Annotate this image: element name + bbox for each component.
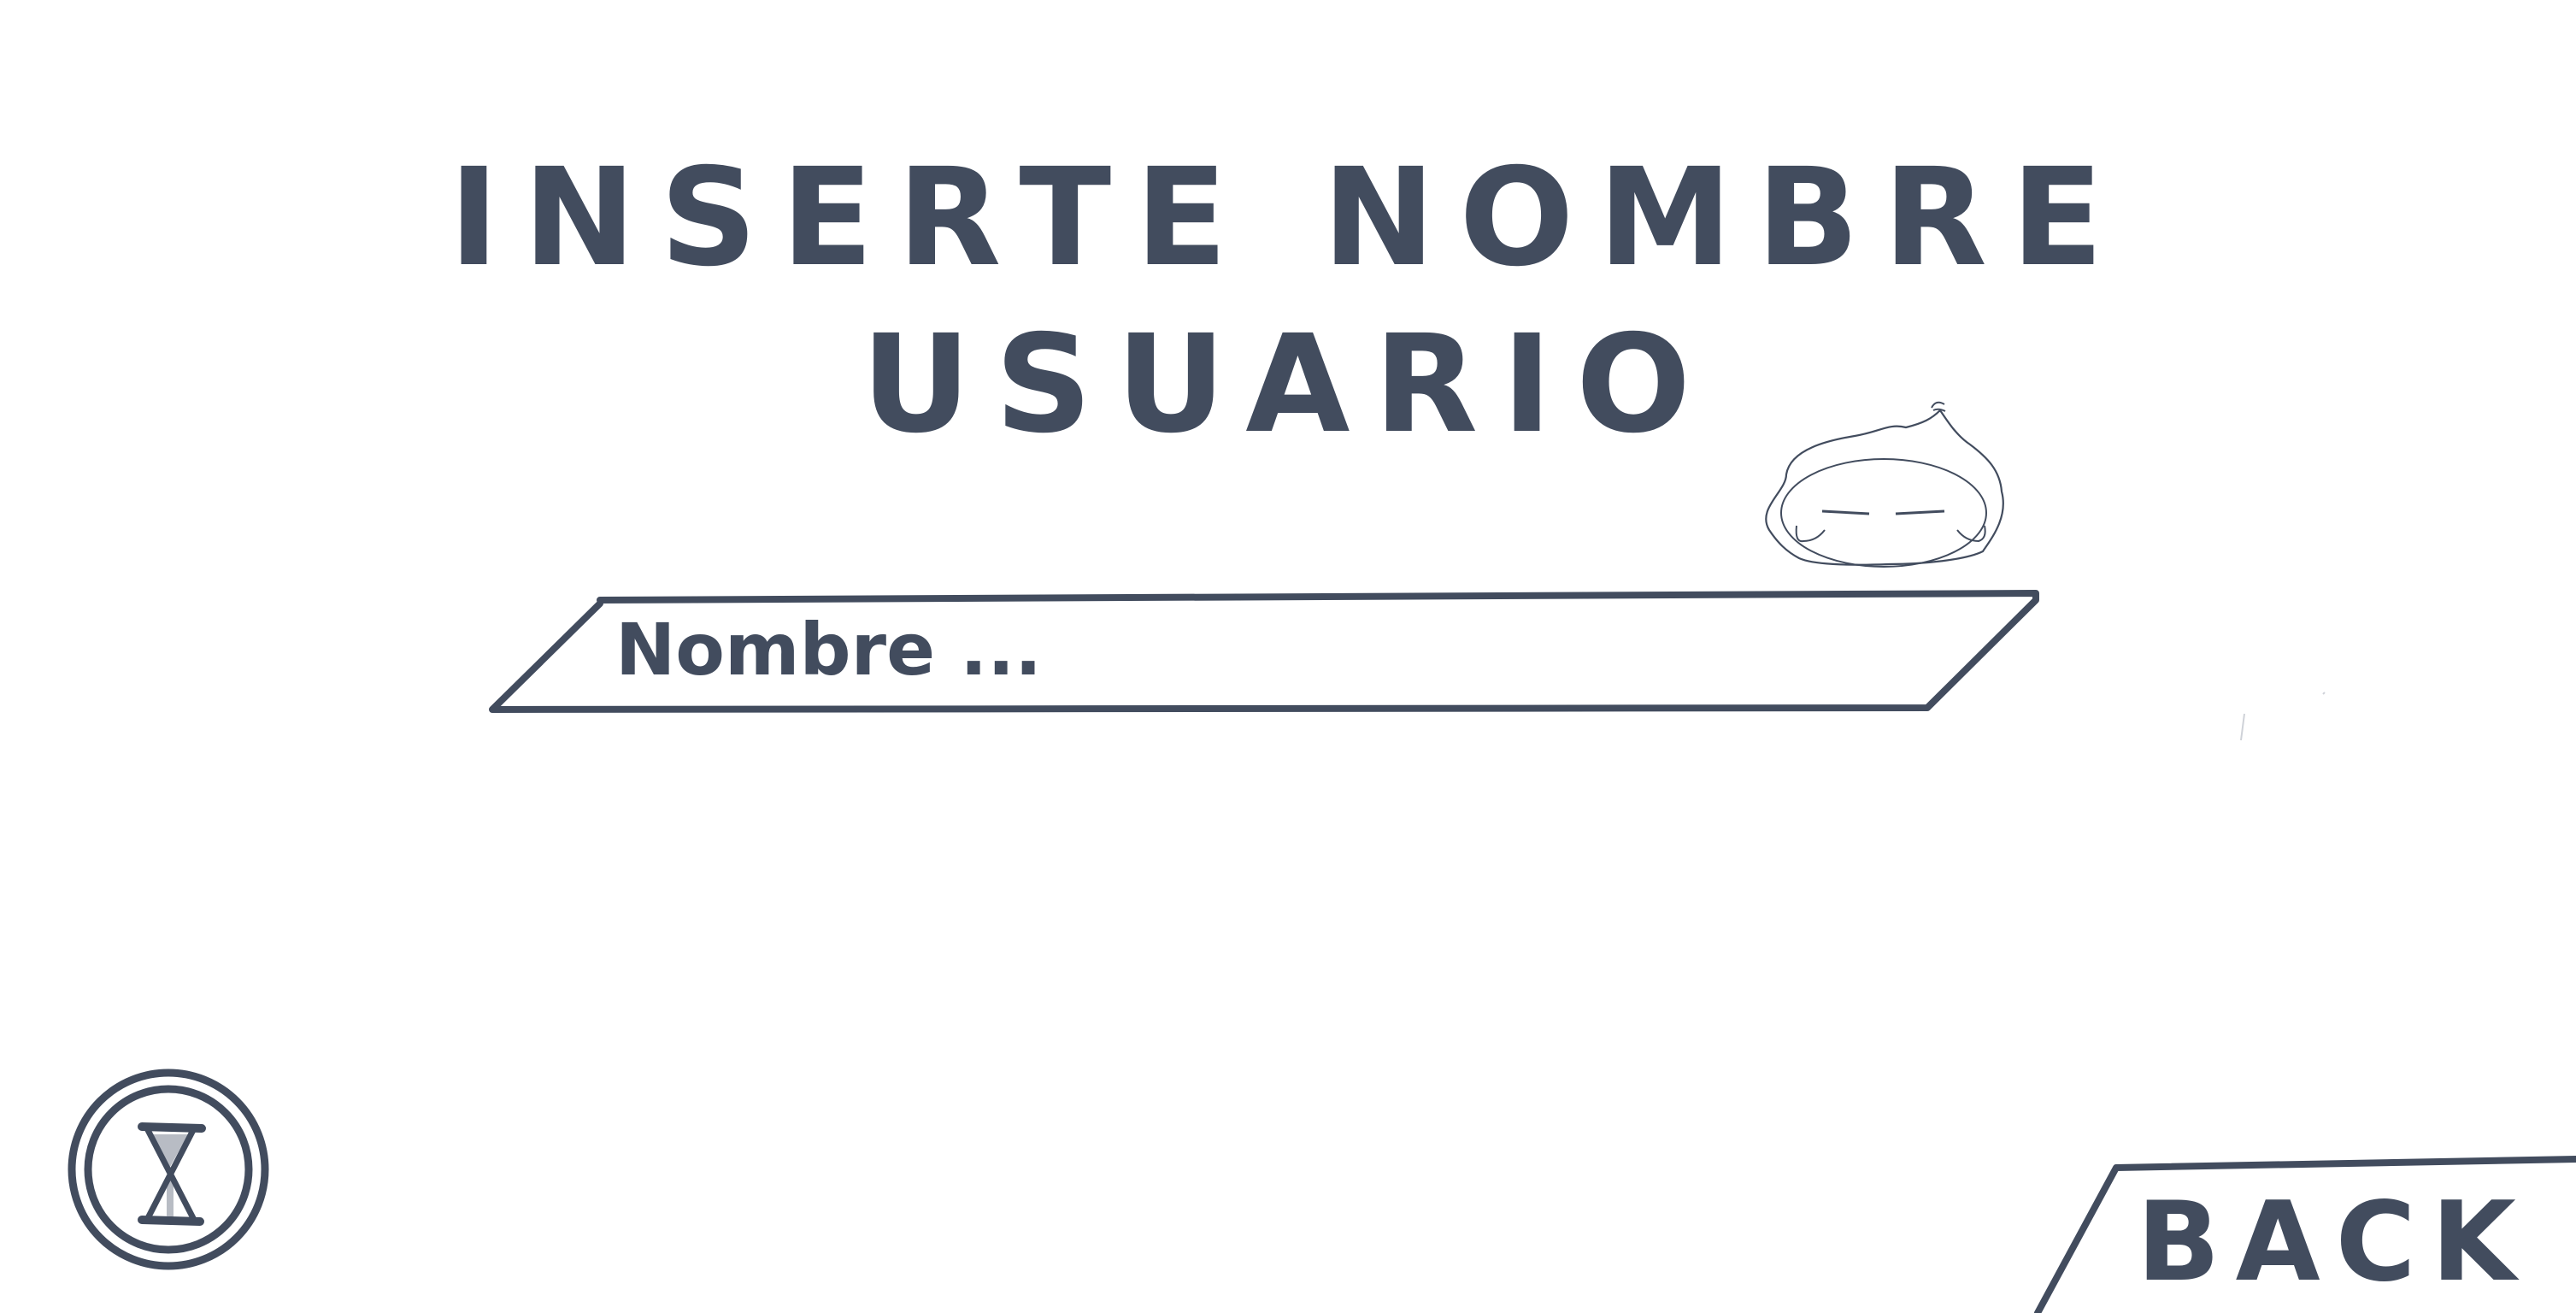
hourglass-button[interactable] bbox=[65, 1066, 272, 1273]
back-button[interactable] bbox=[2034, 1145, 2576, 1313]
page-title-line-1: INSERTE NOMBRE bbox=[449, 139, 2127, 297]
name-input[interactable] bbox=[607, 607, 1906, 692]
back-button-label: BACK bbox=[2137, 1179, 2532, 1306]
sleeping-blob-character-icon bbox=[1752, 389, 2017, 594]
hourglass-icon bbox=[65, 1066, 272, 1273]
name-input-box[interactable] bbox=[479, 581, 2043, 718]
page-title-line-2: USUARIO bbox=[861, 306, 1715, 463]
stray-pencil-mark bbox=[2238, 684, 2332, 744]
